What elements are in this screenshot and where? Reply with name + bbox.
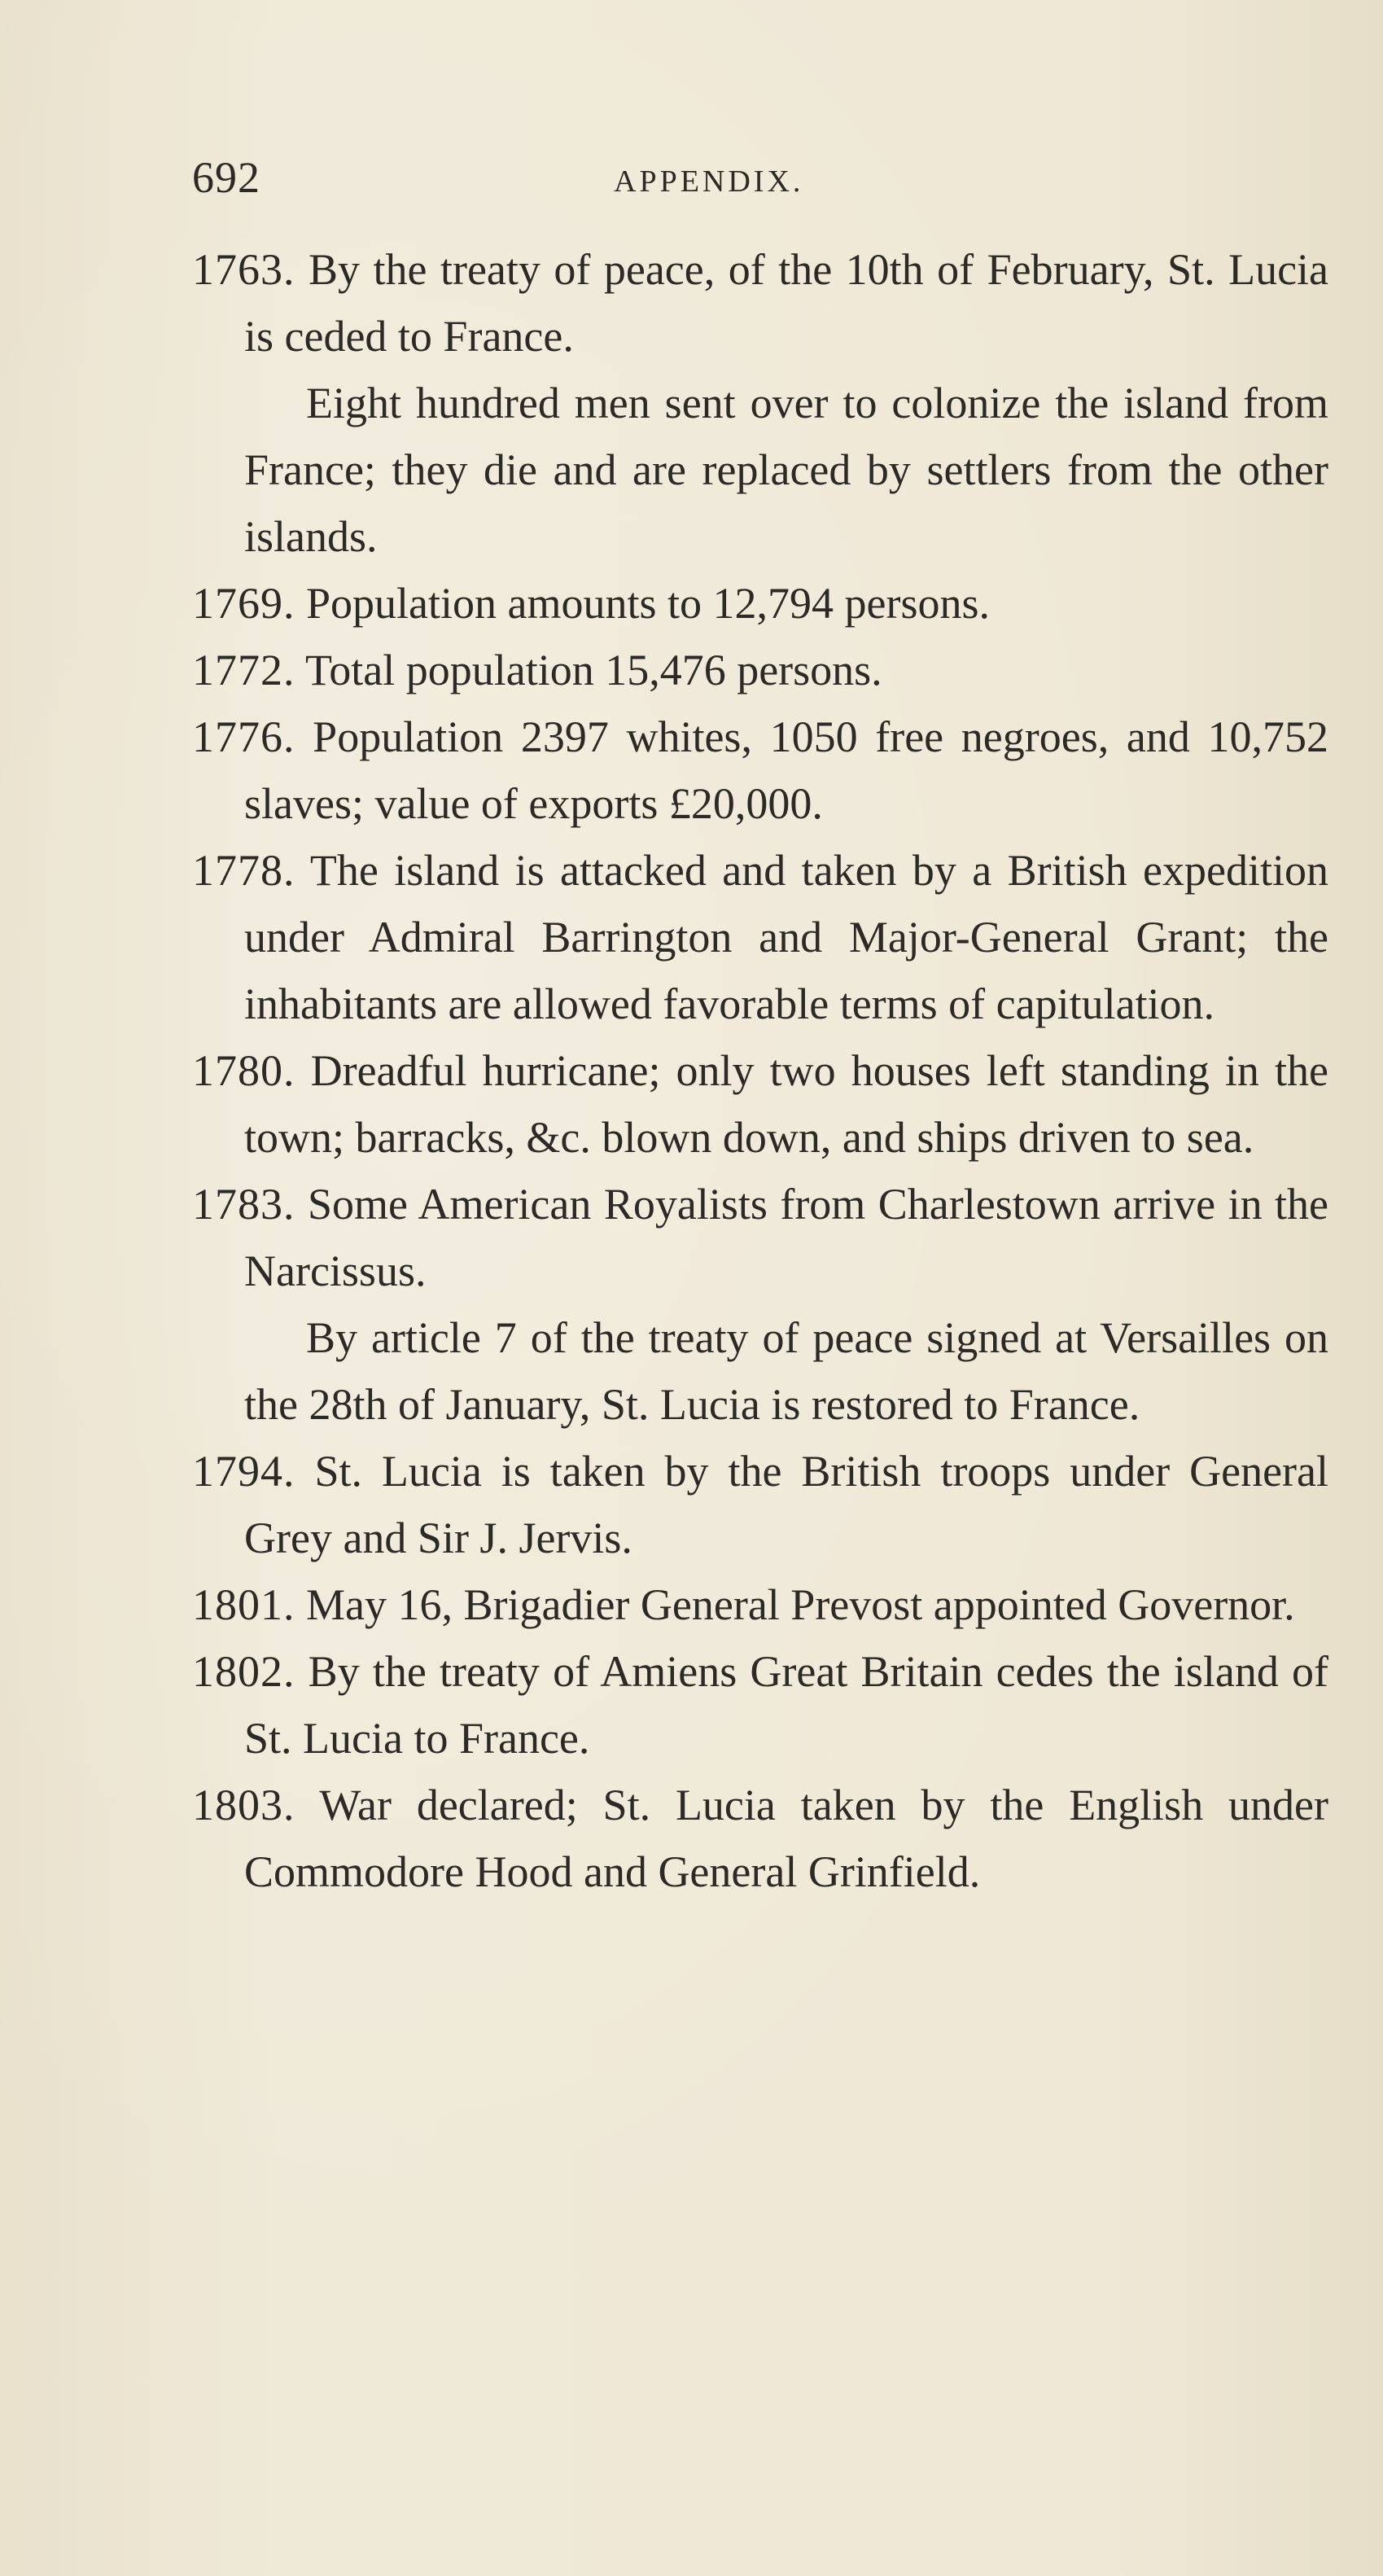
entry-year: 1801. bbox=[192, 1580, 295, 1629]
entry-text: By the treaty of Amiens Great Britain cedes the island of St. Lucia to France. bbox=[244, 1647, 1329, 1763]
chronology-entry bbox=[192, 1772, 1328, 1905]
chronology-entry bbox=[192, 1171, 1328, 1438]
entry-text: The island is attacked and taken by a British expedition under Admiral Barrington and Major-General Grant; the inhabitants are allowed favorable terms of capitulation. bbox=[244, 846, 1328, 1028]
entry-paragraph bbox=[192, 1571, 1328, 1638]
entry-paragraph bbox=[192, 236, 1328, 370]
entry-paragraph bbox=[192, 1171, 1328, 1304]
running-head: APPENDIX. bbox=[614, 164, 804, 199]
chronology-entry bbox=[192, 236, 1328, 570]
entry-year: 1778. bbox=[192, 846, 295, 895]
chronology-entry bbox=[192, 1438, 1328, 1571]
chronology-entry bbox=[192, 570, 1328, 637]
entry-year: 1794. bbox=[192, 1447, 295, 1496]
chronology-entry bbox=[192, 837, 1328, 1037]
entry-year: 1783. bbox=[192, 1180, 295, 1229]
chronology-entry bbox=[192, 1638, 1328, 1772]
entry-paragraph bbox=[192, 1037, 1328, 1171]
entry-text: Population amounts to 12,794 persons. bbox=[306, 579, 990, 628]
page-number: 692 bbox=[192, 153, 260, 202]
entry-paragraph bbox=[192, 703, 1328, 837]
entry-paragraph bbox=[192, 570, 1328, 637]
entry-text: By the treaty of peace, of the 10th of February, St. Lucia is ceded to France. bbox=[244, 245, 1329, 361]
entry-paragraph bbox=[192, 1772, 1328, 1905]
entry-year: 1802. bbox=[192, 1647, 295, 1696]
entry-paragraph bbox=[192, 1438, 1328, 1571]
entry-paragraph bbox=[192, 637, 1328, 703]
entry-text: Population 2397 whites, 1050 free negroes, and 10,752 slaves; value of exports £20,000. bbox=[244, 712, 1329, 828]
entry-year: 1769. bbox=[192, 579, 295, 628]
entry-paragraph bbox=[192, 837, 1328, 1037]
entry-text: Some American Royalists from Charlestown arrive in the Narcissus. bbox=[244, 1180, 1329, 1295]
entry-continuation: Eight hundred men sent over to colonize the island from France; they die and are replaced by settlers from the other islands. bbox=[244, 379, 1328, 561]
chronology-entry bbox=[192, 637, 1328, 703]
entry-year: 1780. bbox=[192, 1046, 295, 1095]
chronology-entry bbox=[192, 703, 1328, 837]
chronology-entry bbox=[192, 1571, 1328, 1638]
entry-text: War declared; St. Lucia taken by the English under Commodore Hood and General Grinfield. bbox=[244, 1781, 1329, 1896]
entry-year: 1772. bbox=[192, 646, 295, 694]
chronology-list bbox=[192, 236, 1328, 1905]
entry-continuation: By article 7 of the treaty of peace signed at Versailles on the 28th of January, St. Lucia is restored to France. bbox=[244, 1313, 1328, 1429]
entry-year: 1776. bbox=[192, 712, 295, 761]
entry-text: St. Lucia is taken by the British troops under General Grey and Sir J. Jervis. bbox=[244, 1447, 1329, 1562]
entry-text: Dreadful hurricane; only two houses left standing in the town; barracks, &c. blown down, and ships driven to sea. bbox=[244, 1046, 1328, 1162]
chronology-entry bbox=[192, 1037, 1328, 1171]
entry-text: May 16, Brigadier General Prevost appointed Governor. bbox=[306, 1580, 1295, 1629]
entry-paragraph bbox=[192, 1638, 1328, 1772]
entry-year: 1763. bbox=[192, 245, 295, 294]
entry-year: 1803. bbox=[192, 1781, 295, 1829]
page-header bbox=[192, 153, 1332, 202]
entry-text: Total population 15,476 persons. bbox=[305, 646, 882, 694]
